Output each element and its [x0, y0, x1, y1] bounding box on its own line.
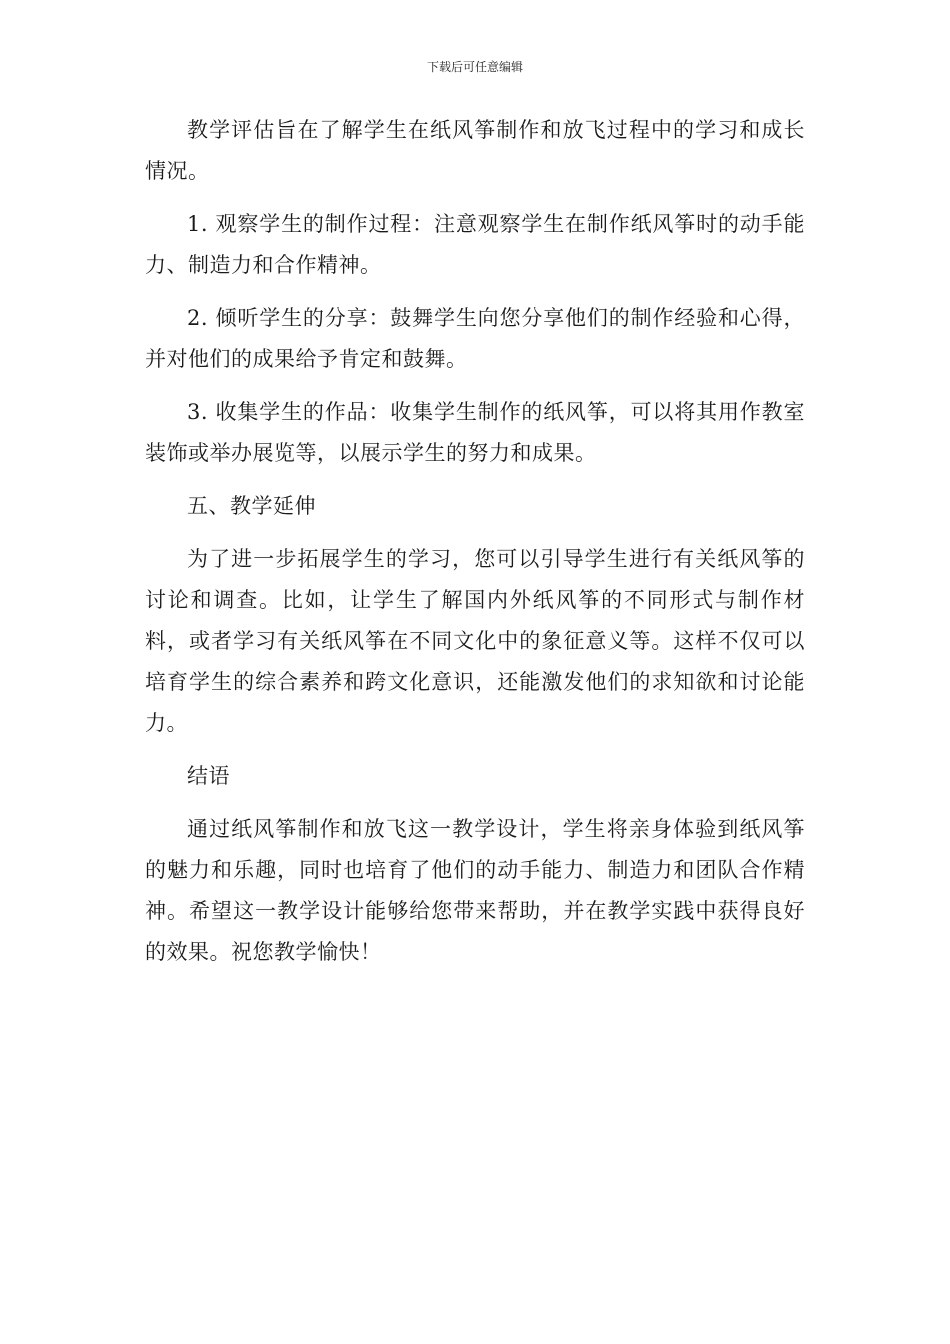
paragraph-collect-works: 3. 收集学生的作品：收集学生制作的纸风筝，可以将其用作教室装饰或举办展览等，以展示学生的努力和成果。 — [145, 400, 805, 465]
section-heading-conclusion: 结语 — [187, 764, 230, 788]
page-header-note: 下载后可任意编辑 — [426, 60, 523, 74]
paragraph-conclusion: 通过纸风筝制作和放飞这一教学设计，学生将亲身体验到纸风筝的魅力和乐趣，同时也培育了他们的动手能力、制造力和团队合作精神。希望这一教学设计能够给您带来帮助，并在教学实践中获得良好的效果。祝您教学愉快！ — [145, 817, 805, 964]
document-body — [145, 110, 805, 985]
paragraph-observe-process: 1. 观察学生的制作过程：注意观察学生在制作纸风筝时的动手能力、制造力和合作精神。 — [145, 212, 805, 277]
paragraph-extension: 为了进一步拓展学生的学习，您可以引导学生进行有关纸风筝的讨论和调查。比如，让学生了解国内外纸风筝的不同形式与制作材料，或者学习有关纸风筝在不同文化中的象征意义等。这样不仅可以培育学生的综合素养和跨文化意识，还能激发他们的求知欲和讨论能力。 — [145, 547, 805, 735]
paragraph-listen-sharing: 2. 倾听学生的分享：鼓舞学生向您分享他们的制作经验和心得，并对他们的成果给予肯定和鼓舞。 — [145, 306, 805, 371]
paragraph-evaluation-intro: 教学评估旨在了解学生在纸风筝制作和放飞过程中的学习和成长情况。 — [145, 118, 805, 183]
section-heading-extension: 五、教学延伸 — [187, 494, 316, 518]
